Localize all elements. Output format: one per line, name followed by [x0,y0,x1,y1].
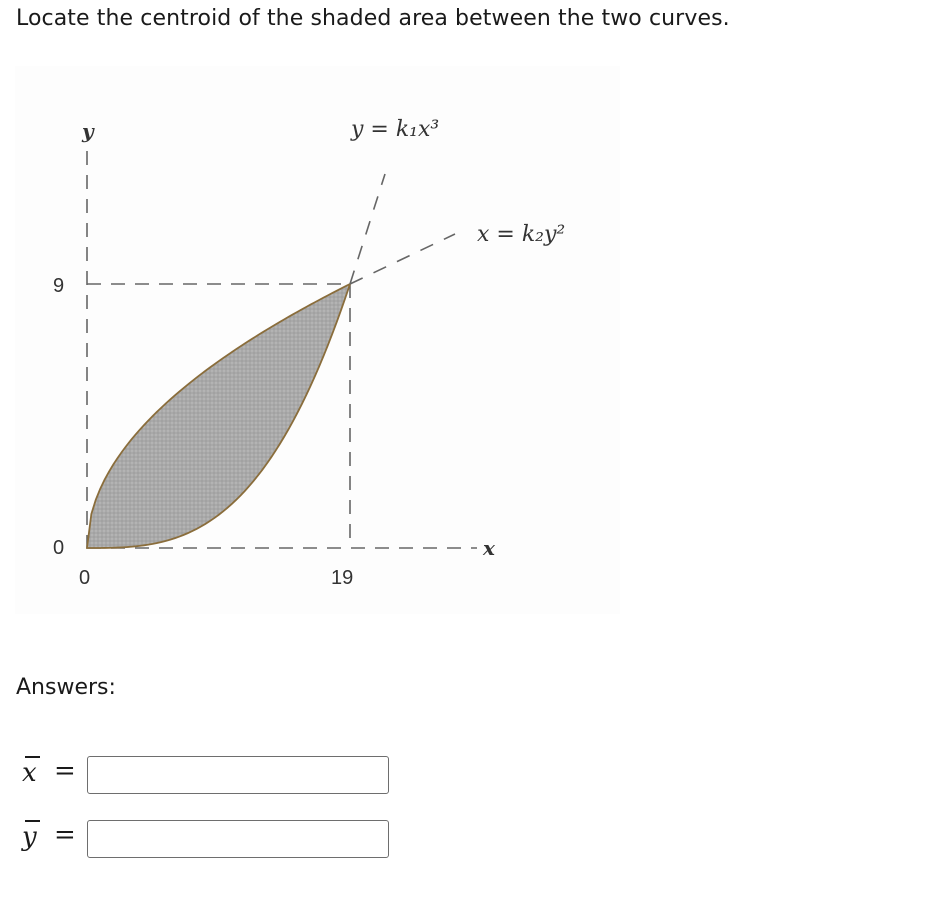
x-bar-input[interactable] [87,756,389,794]
question-text: Locate the centroid of the shaded area between the two curves. [16,6,730,31]
equals-sign: = [54,820,76,850]
y-bar-symbol: y [22,820,37,852]
answers-label: Answers: [16,675,116,700]
x-bar-symbol: x [22,756,37,788]
curve2-extension [350,234,455,284]
curve1-label: y = k₁x³ [351,117,440,142]
equals-sign: = [54,756,76,786]
centroid-figure [15,66,620,614]
y-tick-0: 0 [53,537,65,559]
figure-svg [15,66,620,614]
curve2-label: x = k₂y² [477,222,566,247]
overline [25,820,40,822]
y-axis-label: y [82,119,94,143]
overline [25,756,40,758]
x-tick-0: 0 [79,567,91,589]
y-tick-9: 9 [53,275,65,297]
x-tick-19: 19 [331,567,354,589]
x-axis-label: x [483,536,495,560]
curve1-extension [350,174,385,284]
y-bar-input[interactable] [87,820,389,858]
shaded-area [87,284,350,548]
